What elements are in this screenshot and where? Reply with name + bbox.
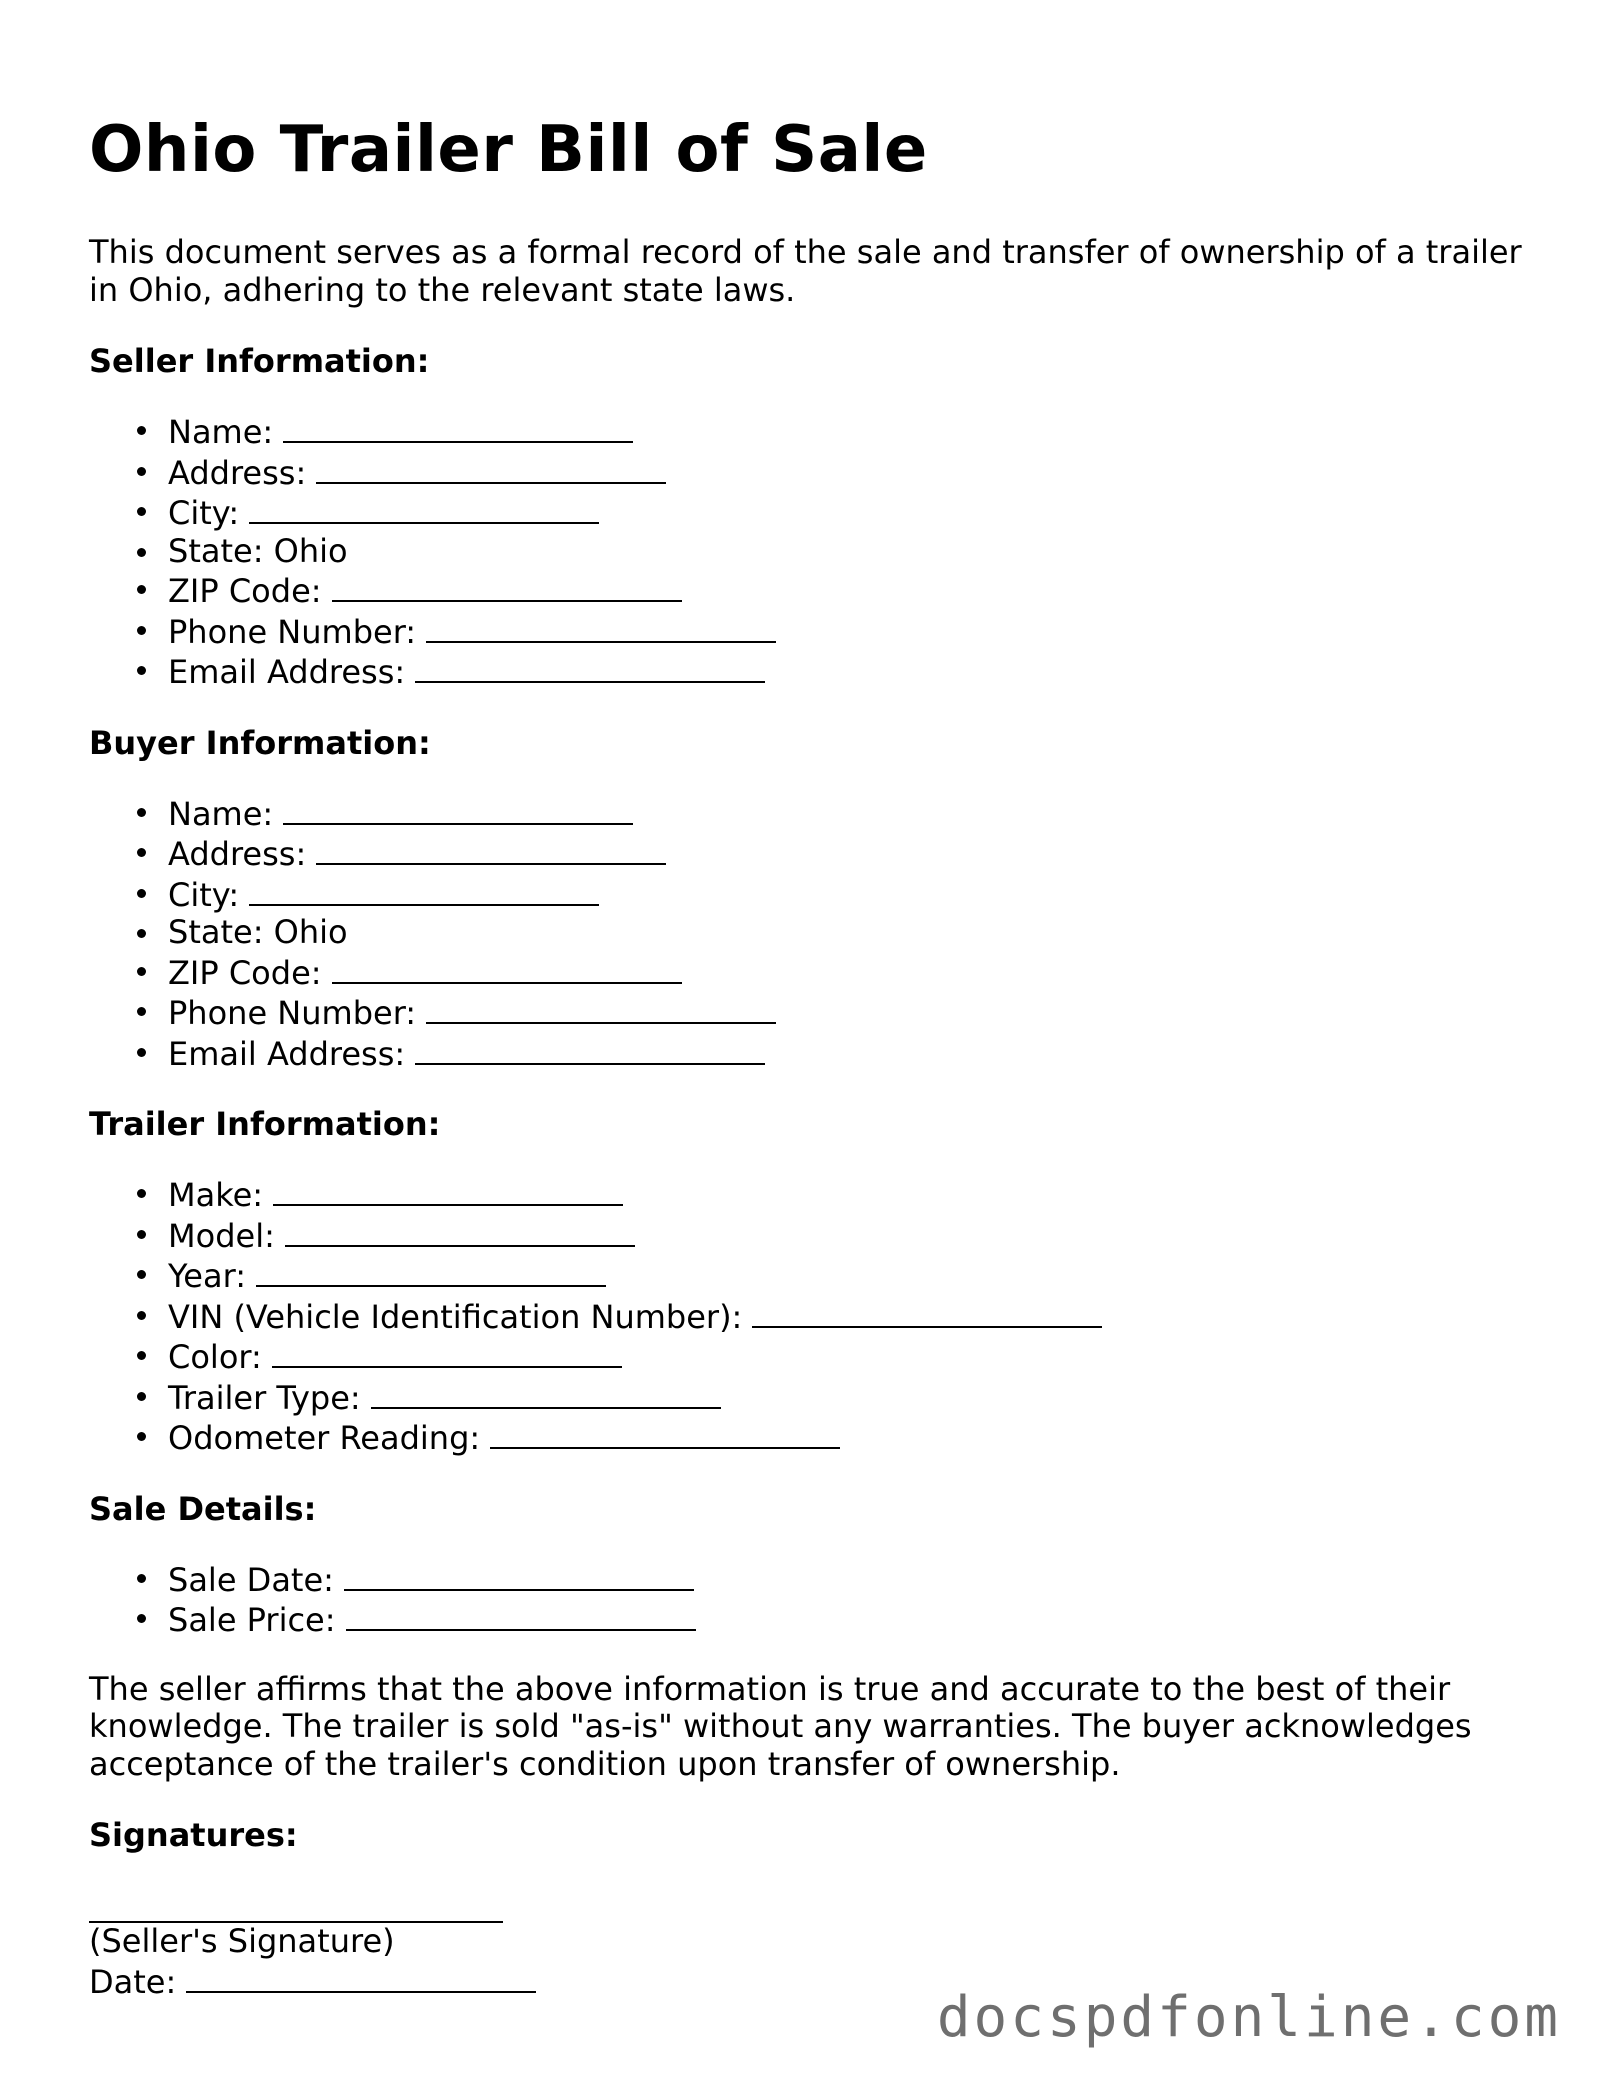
trailer-make-blank[interactable] <box>273 1174 623 1206</box>
trailer-year-item <box>168 1255 1549 1296</box>
seller-signature-line[interactable] <box>89 1885 503 1923</box>
trailer-vin-item <box>168 1296 1549 1337</box>
seller-zip-item <box>168 570 1549 611</box>
field-label: Make: <box>168 1176 264 1214</box>
seller-address-item <box>168 452 1549 493</box>
sale-price-item <box>168 1599 1549 1640</box>
seller-city-item <box>168 492 1549 533</box>
trailer-type-blank[interactable] <box>371 1377 721 1409</box>
signature-date-label: Date: <box>89 1962 177 2001</box>
seller-state-item <box>168 533 1549 571</box>
seller-name-blank[interactable] <box>283 411 633 443</box>
trailer-year-blank[interactable] <box>256 1255 606 1287</box>
buyer-heading: Buyer Information: <box>89 723 431 762</box>
trailer-vin-blank[interactable] <box>752 1296 1102 1328</box>
field-label: Address: <box>168 453 307 492</box>
sale-fields-list <box>89 1559 1549 1640</box>
seller-heading: Seller Information: <box>89 342 430 380</box>
seller-phone-item <box>168 611 1549 652</box>
field-label: Name: <box>168 413 274 451</box>
field-label: City: <box>168 875 240 914</box>
trailer-make-item <box>168 1174 1549 1215</box>
trailer-odometer-blank[interactable] <box>490 1417 840 1449</box>
field-label: Model: <box>168 1216 275 1255</box>
trailer-fields-list <box>89 1174 1549 1458</box>
field-label: Email Address: <box>168 1034 406 1073</box>
buyer-zip-item <box>168 952 1549 993</box>
field-label: Phone Number: <box>168 994 417 1032</box>
seller-city-blank[interactable] <box>249 492 599 524</box>
seller-zip-blank[interactable] <box>332 570 682 602</box>
trailer-color-blank[interactable] <box>272 1336 622 1368</box>
signature-date-blank[interactable] <box>186 1961 536 1993</box>
field-label: Address: <box>168 835 307 873</box>
signatures-heading: Signatures: <box>89 1816 298 1854</box>
document-title: Ohio Trailer Bill of Sale <box>89 113 928 187</box>
field-label: Sale Date: <box>168 1560 334 1599</box>
buyer-name-blank[interactable] <box>283 793 633 825</box>
field-label: Name: <box>168 794 274 833</box>
field-label: ZIP Code: <box>168 953 322 992</box>
trailer-model-item <box>168 1215 1549 1256</box>
buyer-phone-item <box>168 992 1549 1033</box>
sale-price-blank[interactable] <box>346 1599 696 1631</box>
field-label: Sale Price: <box>168 1601 336 1639</box>
seller-email-blank[interactable] <box>415 651 765 683</box>
buyer-address-blank[interactable] <box>316 833 666 865</box>
field-label: ZIP Code: <box>168 572 322 610</box>
buyer-name-item <box>168 793 1549 834</box>
buyer-email-item <box>168 1033 1549 1074</box>
seller-phone-blank[interactable] <box>426 611 776 643</box>
trailer-type-item <box>168 1377 1549 1418</box>
buyer-zip-blank[interactable] <box>332 952 682 984</box>
document-page <box>89 108 1549 2001</box>
trailer-model-blank[interactable] <box>285 1215 635 1247</box>
trailer-odometer-item <box>168 1417 1549 1458</box>
sale-date-item <box>168 1559 1549 1600</box>
buyer-city-item <box>168 874 1549 915</box>
buyer-state-item <box>168 914 1549 952</box>
buyer-email-blank[interactable] <box>415 1033 765 1065</box>
seller-address-blank[interactable] <box>316 452 666 484</box>
seller-email-item <box>168 651 1549 692</box>
seller-fields-list <box>89 411 1549 692</box>
intro-paragraph: This document serves as a formal record of the sale and transfer of ownership of a trailer in Ohio, adhering to the relevant state laws. <box>89 233 1522 309</box>
buyer-phone-blank[interactable] <box>426 992 776 1024</box>
sale-date-blank[interactable] <box>344 1559 694 1591</box>
field-label: Trailer Type: <box>168 1378 361 1417</box>
field-label: City: <box>168 494 240 532</box>
trailer-heading: Trailer Information: <box>89 1105 441 1143</box>
field-label: Color: <box>168 1338 262 1376</box>
buyer-city-blank[interactable] <box>249 874 599 906</box>
field-label: State: Ohio <box>168 913 348 951</box>
affirmation-paragraph: The seller affirms that the above information is true and accurate to the best of their knowledge. The trailer is sold "as-is" without any warranties. The buyer acknowledges acceptance of the trailer's condition upon transfer of ownership. <box>89 1669 1472 1783</box>
watermark-logo: docspdfonline.com <box>936 1985 1561 2050</box>
field-label: VIN (Vehicle Identification Number): <box>168 1297 743 1336</box>
buyer-fields-list <box>89 793 1549 1074</box>
field-label: Year: <box>168 1257 246 1295</box>
field-label: Odometer Reading: <box>168 1419 481 1457</box>
seller-signature-caption: (Seller's Signature) <box>89 1922 395 1960</box>
buyer-address-item <box>168 833 1549 874</box>
field-label: State: Ohio <box>168 531 348 570</box>
seller-name-item <box>168 411 1549 452</box>
sale-heading: Sale Details: <box>89 1489 317 1528</box>
trailer-color-item <box>168 1336 1549 1377</box>
field-label: Email Address: <box>168 653 406 691</box>
field-label: Phone Number: <box>168 612 417 651</box>
